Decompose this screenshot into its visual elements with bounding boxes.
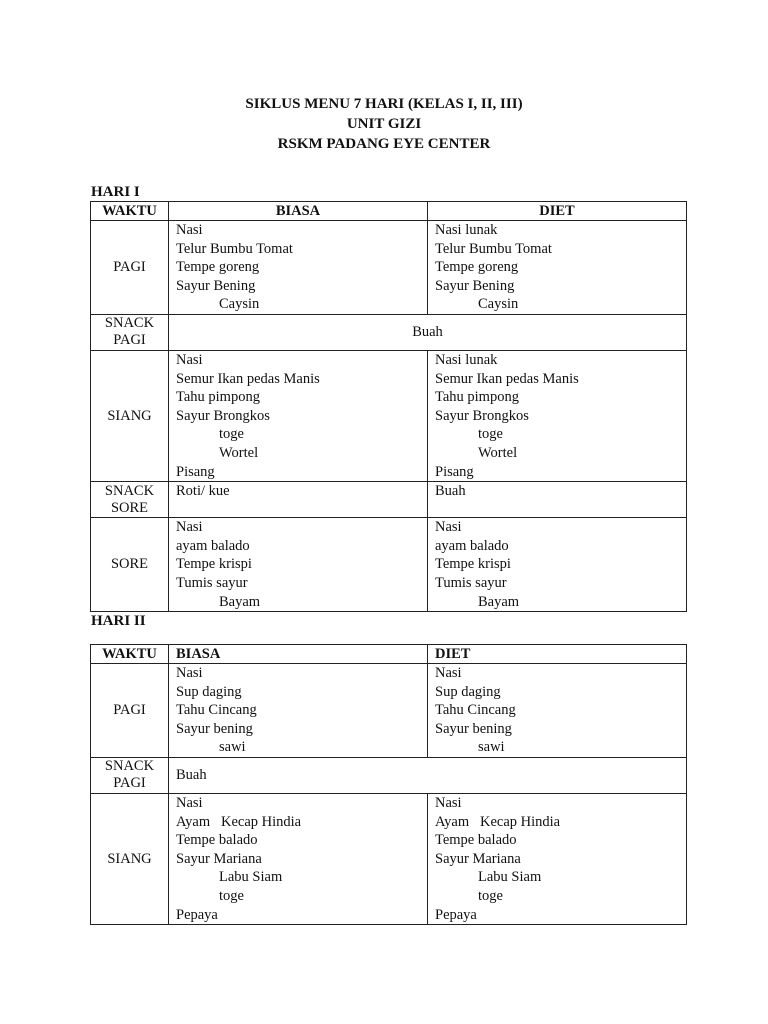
table-row-sore [91,518,687,612]
menu-item: Sup daging [176,683,242,700]
menu-item: sawi [219,739,246,756]
waktu-siang: SIANG [91,350,169,481]
waktu-sore: SORE [91,518,169,612]
waktu-snack-label: SORE [110,499,149,516]
table-header-row [91,645,687,664]
menu-item: Sayur Bening [176,277,256,294]
biasa-pagi [169,221,428,315]
menu-item: Nasi [176,665,203,681]
menu-item: Tahu pimpong [176,389,260,406]
menu-item: Nasi [435,665,462,681]
menu-item: Tempe balado [435,832,517,849]
menu-item: Tempe krispi [176,556,252,573]
menu-item: ayam balado [176,537,250,554]
waktu-snack-label: SNACK [104,482,155,499]
biasa-snack-sore [169,482,428,518]
header-waktu: WAKTU [91,202,169,221]
menu-item: Tempe goreng [435,259,519,276]
table-row-siang [91,350,687,481]
menu-item: Ayam Kecap Hindia [176,813,302,830]
menu-item: ayam balado [435,537,509,554]
header-biasa: BIASA [169,202,428,221]
menu-item: Pepaya [435,906,477,923]
menu-item: Tahu Cincang [435,702,516,719]
waktu-pagi: PAGI [91,664,169,758]
menu-item: Nasi lunak [435,222,498,238]
table-header-row [91,202,687,221]
menu-item: Sayur bening [435,720,512,737]
menu-item: sawi [478,739,505,756]
menu-item: Sayur Bening [435,277,515,294]
biasa-sore [169,518,428,612]
menu-item: Bayam [478,593,520,610]
day-2-label: HARI II [91,613,146,629]
waktu-snack-pagi [91,314,169,350]
menu-item: Pisang [176,463,215,480]
menu-item: Nasi [176,222,203,238]
menu-item: Tumis sayur [435,574,507,591]
diet-siang [428,793,687,924]
diet-siang [428,350,687,481]
diet-snack-sore [428,482,687,518]
menu-item: Tumis sayur [176,574,248,591]
menu-item: toge [219,887,244,904]
title-line-2: UNIT GIZI [346,116,422,132]
menu-item: Wortel [478,444,518,461]
menu-item: Telur Bumbu Tomat [435,240,552,257]
diet-pagi [428,221,687,315]
menu-item: toge [478,887,503,904]
biasa-siang [169,350,428,481]
menu-item: Caysin [478,296,519,313]
diet-pagi [428,664,687,758]
menu-item: Sayur bening [176,720,253,737]
menu-item: Roti/ kue [176,483,230,500]
waktu-snack-label: SNACK [104,758,155,775]
day-1-menu-table [90,201,687,612]
menu-item: Nasi lunak [435,351,498,368]
menu-item: Nasi [176,351,203,368]
table-row-snack-sore [91,482,687,518]
biasa-pagi [169,664,428,758]
menu-item: Nasi [435,794,462,811]
menu-item: Caysin [219,296,260,313]
menu-item: Sayur Brongkos [435,407,529,424]
menu-item: Pepaya [176,906,218,923]
waktu-snack-label: SNACK [104,315,155,332]
table-row-pagi [91,664,687,758]
menu-item: Tahu pimpong [435,389,519,406]
table-row-snack-pagi [91,757,687,793]
waktu-snack-sore [91,482,169,518]
snack-pagi-merged: Buah [169,757,687,793]
waktu-siang: SIANG [91,793,169,924]
menu-item: Labu Siam [219,869,283,886]
menu-item: Sup daging [435,683,501,700]
document-title [0,94,768,154]
biasa-siang [169,793,428,924]
menu-item: Labu Siam [478,869,542,886]
header-biasa: BIASA [169,645,428,664]
waktu-snack-label: PAGI [113,775,146,792]
menu-item: Telur Bumbu Tomat [176,240,293,257]
menu-item: Ayam Kecap Hindia [435,813,561,830]
table-row-pagi [91,221,687,315]
header-waktu: WAKTU [91,645,169,664]
menu-item: Nasi [176,794,203,811]
menu-item: toge [219,426,244,443]
menu-item: Buah [435,483,466,500]
menu-item: Semur Ikan pedas Manis [435,370,579,387]
menu-item: Pisang [435,463,474,480]
waktu-snack-label: PAGI [113,332,146,349]
menu-item: Nasi [176,519,203,536]
table-row-snack-pagi [91,314,687,350]
menu-item: Nasi [435,519,462,536]
menu-item: Tempe krispi [435,556,511,573]
snack-pagi-merged: Buah [169,314,687,350]
title-line-1: SIKLUS MENU 7 HARI (KELAS I, II, III) [245,96,523,112]
menu-item: Sayur Mariana [435,850,521,867]
menu-item: Sayur Brongkos [176,407,270,424]
menu-item: Sayur Mariana [176,850,262,867]
menu-item: Tempe balado [176,832,258,849]
table-row-siang [91,793,687,924]
menu-item: Bayam [219,593,261,610]
header-diet: DIET [428,645,687,664]
day-1-label: HARI I [91,184,140,200]
diet-sore [428,518,687,612]
menu-item: Semur Ikan pedas Manis [176,370,320,387]
menu-item: Tahu Cincang [176,702,257,719]
menu-item: Tempe goreng [176,259,260,276]
header-diet: DIET [428,202,687,221]
waktu-pagi: PAGI [91,221,169,315]
title-line-3: RSKM PADANG EYE CENTER [277,136,491,152]
menu-item: toge [478,426,503,443]
day-2-menu-table [90,644,687,925]
waktu-snack-pagi [91,757,169,793]
menu-item: Wortel [219,444,259,461]
